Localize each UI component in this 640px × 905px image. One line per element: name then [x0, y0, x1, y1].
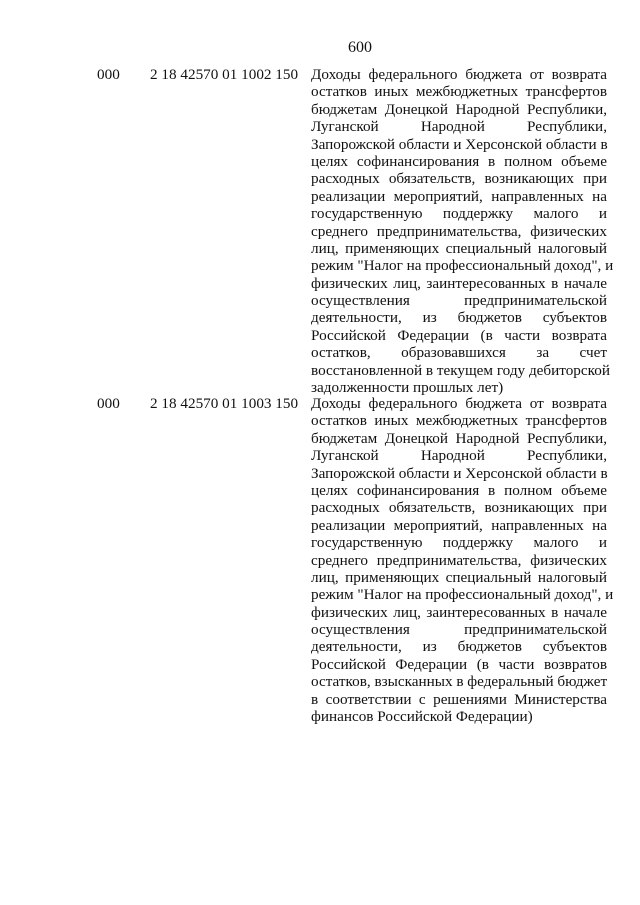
description-line: лиц, применяющих специальный налоговый [311, 239, 607, 257]
description-line: государственную поддержку малого и [311, 205, 607, 223]
income-description [311, 395, 614, 726]
description-line: расходных обязательств, возникающих при [311, 170, 607, 188]
description-line: Российской Федерации (в части возвратов [311, 655, 607, 673]
description-line: осуществления предпринимательской [311, 621, 607, 639]
description-line: бюджетам Донецкой Народной Республики, [311, 429, 607, 447]
description-line: остатков иных межбюджетных трансфертов [311, 412, 607, 430]
description-line: Запорожской области и Херсонской области в [311, 135, 608, 153]
description-line: Доходы федерального бюджета от возврата [311, 395, 607, 412]
budget-classification-code: 2 18 42570 01 1003 150 [150, 395, 299, 412]
description-line: Запорожской области и Херсонской области в [311, 464, 608, 482]
description-line: физических лиц, заинтересованных в начале [311, 603, 607, 621]
description-line: осуществления предпринимательской [311, 292, 607, 310]
description-line: Луганской Народной Республики, [311, 447, 607, 465]
description-line: финансов Российской Федерации) [311, 708, 533, 726]
description-line: государственную поддержку малого и [311, 534, 607, 552]
description-line: среднего предпринимательства, физических [311, 222, 607, 240]
description-line: в соответствии с решениями Министерства [311, 690, 607, 708]
description-line: восстановленной в текущем году дебиторской [311, 361, 610, 379]
description-line: режим "Налог на профессиональный доход", и [311, 257, 614, 275]
administrator-code: 000 [97, 395, 120, 412]
description-line: лиц, применяющих специальный налоговый [311, 568, 607, 586]
description-line: остатков иных межбюджетных трансфертов [311, 83, 607, 101]
description-line: среднего предпринимательства, физических [311, 551, 607, 569]
description-line: задолженности прошлых лет) [311, 379, 504, 397]
description-line: реализации мероприятий, направленных на [311, 187, 607, 205]
income-description [311, 66, 614, 397]
description-line: деятельности, из бюджетов субъектов [311, 638, 607, 656]
description-line: расходных обязательств, возникающих при [311, 499, 607, 517]
description-line: Российской Федерации (в части возврата [311, 326, 607, 344]
description-line: режим "Налог на профессиональный доход", и [311, 586, 614, 604]
description-line: целях софинансирования в полном объеме [311, 481, 607, 499]
description-line: физических лиц, заинтересованных в начале [311, 274, 607, 292]
administrator-code: 000 [97, 66, 120, 83]
description-line: бюджетам Донецкой Народной Республики, [311, 100, 607, 118]
page-number: 600 [348, 39, 372, 56]
description-line: остатков, взысканных в федеральный бюджет [311, 673, 608, 691]
description-line: целях софинансирования в полном объеме [311, 152, 607, 170]
description-line: реализации мероприятий, направленных на [311, 516, 607, 534]
description-line: остатков, образовавшихся за счет [311, 344, 607, 362]
budget-classification-code: 2 18 42570 01 1002 150 [150, 66, 299, 83]
description-line: деятельности, из бюджетов субъектов [311, 309, 607, 327]
description-line: Доходы федерального бюджета от возврата [311, 66, 607, 83]
description-line: Луганской Народной Республики, [311, 118, 607, 136]
